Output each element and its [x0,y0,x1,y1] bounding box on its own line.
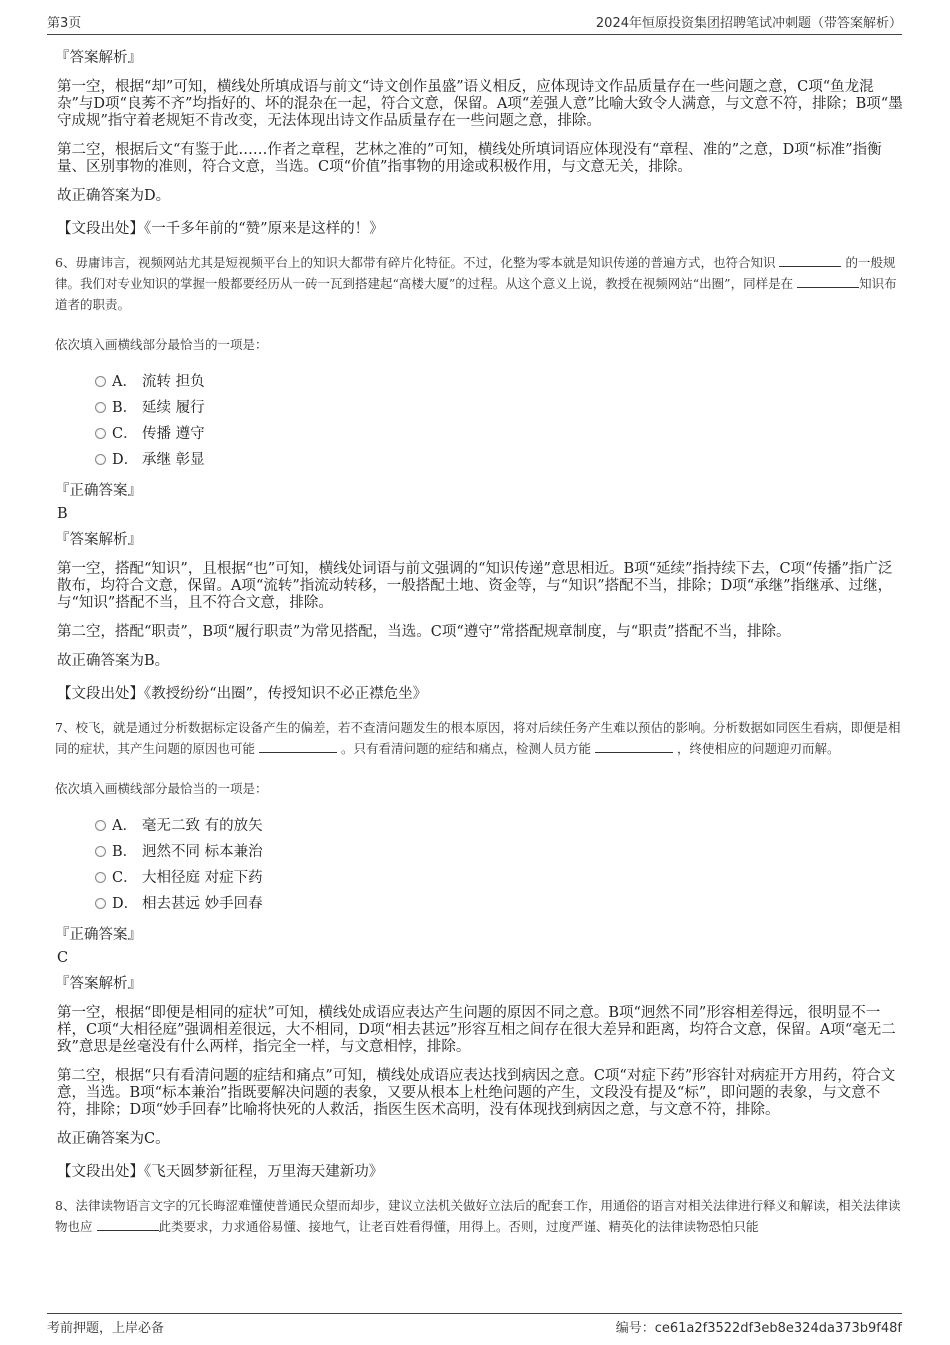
option-letter: A． [112,374,137,390]
q8-stem-part-1: 8、法律读物语言文字的冗长晦涩难懂使普通民众望而却步，建议立法机关做好立法后的配套工作，用通俗的语言对相关法律进行释义和解读，相关法律读物也应 [55,1198,901,1234]
q6-conclusion: 故正确答案为B。 [57,653,170,669]
q7-source: 【文段出处】《飞天圆梦新征程，万里海天建新功》 [57,1164,384,1180]
q5-conclusion: 故正确答案为D。 [57,188,171,204]
q6-answer-label: 『正确答案』 [55,483,142,499]
q6-stem-part-1: 6、毋庸讳言，视频网站尤其是短视频平台上的知识大都带有碎片化特征。不过，化整为零本就是知识传递的普遍方式，也符合知识 [55,255,776,270]
option-letter: C． [112,870,138,886]
q6-stem-part-2: 的一般规律。我们对专业知识的掌握一般都要经历从一砖一瓦到搭建起“高楼大厦”的过程。从这个意义上说，教授在视频网站“出圈”，同样是在 [55,255,896,291]
option-text: 毫无二致 有的放矢 [142,818,263,834]
radio-icon[interactable] [95,898,106,909]
option-text: 延续 履行 [142,400,205,416]
q6-blank-1 [779,254,841,267]
q7-conclusion: 故正确答案为C。 [57,1131,170,1147]
q7-prompt: 依次填入画横线部分最恰当的一项是： [55,781,268,796]
radio-icon[interactable] [95,402,106,413]
document-body [55,40,903,1237]
q8-blank-1 [97,1218,159,1231]
q6-option-a[interactable] [55,369,903,395]
q7-answer-label: 『正确答案』 [55,927,142,943]
option-letter: C． [112,426,138,442]
q7-analysis-para-1: 第一空，根据“即便是相同的症状”可知，横线处成语应表达产生问题的原因不同之意。B项“迥然不同”形容相差得远，很明显不一样，C项“大相径庭”强调相差很远，大不相同，D项“相去甚远”形容互相之间存在很大差异和距离，均符合文意，保留。A项“毫无二致”意思是丝毫没有什么两样，指完全一样，与文意相悖，排除。 [57,1005,896,1055]
q5-analysis-label: 『答案解析』 [55,50,142,66]
radio-icon[interactable] [95,454,106,465]
q5-analysis-para-2: 第二空，根据后文“有鉴于此……作者之章程，艺林之准的”可知，横线处所填词语应体现没有“章程、准的”之意，D项“标准”指衡量、区别事物的准则，符合文意，当选。C项“价值”指事物的用途或积极作用，与文意无关，排除。 [57,142,882,175]
page-footer [47,1313,902,1336]
option-letter: A． [112,818,137,834]
option-letter: B． [112,400,138,416]
document-title: 2024年恒原投资集团招聘笔试冲刺题（带答案解析） [595,16,902,31]
option-text: 流转 担负 [142,374,205,390]
q6-analysis-para-1: 第一空，搭配“知识”，且根据“也”可知，横线处词语与前文强调的“知识传递”意思相近。B项“延续”指持续下去，C项“传播”指广泛散布，均符合文意，保留。A项“流转”指流动转移，一般搭配土地、资金等，与“知识”搭配不当，排除；D项“承继”指继承、过继，与“知识”搭配不当，且不符合文意，排除。 [57,561,893,611]
q6-options [55,369,903,473]
q6-stem [55,252,903,315]
document-code [616,1317,902,1336]
q7-option-c[interactable] [55,865,903,891]
q5-source: 【文段出处】《一千多年前的“赞”原来是这样的！》 [57,221,384,237]
q7-stem-part-3: ，终使相应的问题迎刃而解。 [676,741,840,756]
q6-answer: B [57,506,68,522]
option-letter: D． [112,452,139,468]
q7-option-d[interactable] [55,891,903,917]
q7-stem-part-2: 。只有看清问题的症结和痛点，检测人员方能 [340,741,591,756]
option-text: 迥然不同 标本兼治 [142,844,263,860]
q6-option-b[interactable] [55,395,903,421]
q7-stem [55,717,903,759]
radio-icon[interactable] [95,428,106,439]
q8-stem-part-2: 此类要求，力求通俗易懂、接地气，让老百姓看得懂，用得上。否则，过度严谨、精英化的法律读物恐怕只能 [158,1219,759,1234]
q8-stem [55,1195,903,1237]
q6-blank-2 [797,275,859,288]
radio-icon[interactable] [95,820,106,831]
q7-option-b[interactable] [55,839,903,865]
q6-source: 【文段出处】《教授纷纷“出圈”，传授知识不必正襟危坐》 [57,686,428,702]
code-value: ce61a2f3522df3eb8e324da373b9f48f [654,1321,902,1336]
option-letter: D． [112,896,139,912]
option-text: 传播 遵守 [142,426,205,442]
q6-option-c[interactable] [55,421,903,447]
q6-analysis-label: 『答案解析』 [55,532,142,548]
radio-icon[interactable] [95,376,106,387]
option-text: 承继 彰显 [142,452,205,468]
page-number: 第3页 [47,16,82,31]
q7-answer: C [57,950,69,966]
q6-stem-part-3: 知识布道者的职责。 [55,276,897,312]
q6-analysis-para-2: 第二空，搭配“职责”，B项“履行职责”为常见搭配，当选。C项“遵守”常搭配规章制度，与“职责”搭配不当，排除。 [57,624,791,640]
q7-analysis-para-2: 第二空，根据“只有看清问题的症结和痛点”可知，横线处成语应表达找到病因之意。C项“对症下药”形容针对病症开方用药，符合文意，当选。B项“标本兼治”指既要解决问题的表象，又要从根本上杜绝问题的产生，文段没有提及“标”，即问题的表象，与文意不符，排除；D项“妙手回春”比喻将快死的人救活，指医生医术高明，没有体现找到病因之意，与文意不符，排除。 [57,1068,896,1118]
q7-stem-part-1: 7、校飞，就是通过分析数据标定设备产生的偏差，若不查清问题发生的根本原因，将对后续任务产生难以预估的影响。分析数据如同医生看病，即便是相同的症状，其产生问题的原因也可能 [55,720,901,756]
option-text: 大相径庭 对症下药 [142,870,263,886]
code-label: 编号： [615,1321,655,1336]
page-header [47,12,902,35]
option-text: 相去甚远 妙手回春 [142,896,263,912]
option-letter: B． [112,844,138,860]
q7-analysis-label: 『答案解析』 [55,976,142,992]
q7-blank-1 [259,740,337,753]
q7-blank-2 [595,740,673,753]
q6-prompt: 依次填入画横线部分最恰当的一项是： [55,337,268,352]
q7-options [55,813,903,917]
q6-option-d[interactable] [55,447,903,473]
q7-option-a[interactable] [55,813,903,839]
footer-slogan: 考前押题，上岸必备 [47,1321,165,1336]
radio-icon[interactable] [95,872,106,883]
q5-analysis-para-1: 第一空，根据“却”可知，横线处所填成语与前文“诗文创作虽盛”语义相反，应体现诗文作品质量存在一些问题之意，C项“鱼龙混杂”与D项“良莠不齐”均指好的、坏的混杂在一起，符合文意，保留。A项“差强人意”比喻大致令人满意，与文意不符，排除；B项“墨守成规”指守着老规矩不肯改变，无法体现出诗文作品质量存在一些问题之意，排除。 [57,79,903,129]
radio-icon[interactable] [95,846,106,857]
